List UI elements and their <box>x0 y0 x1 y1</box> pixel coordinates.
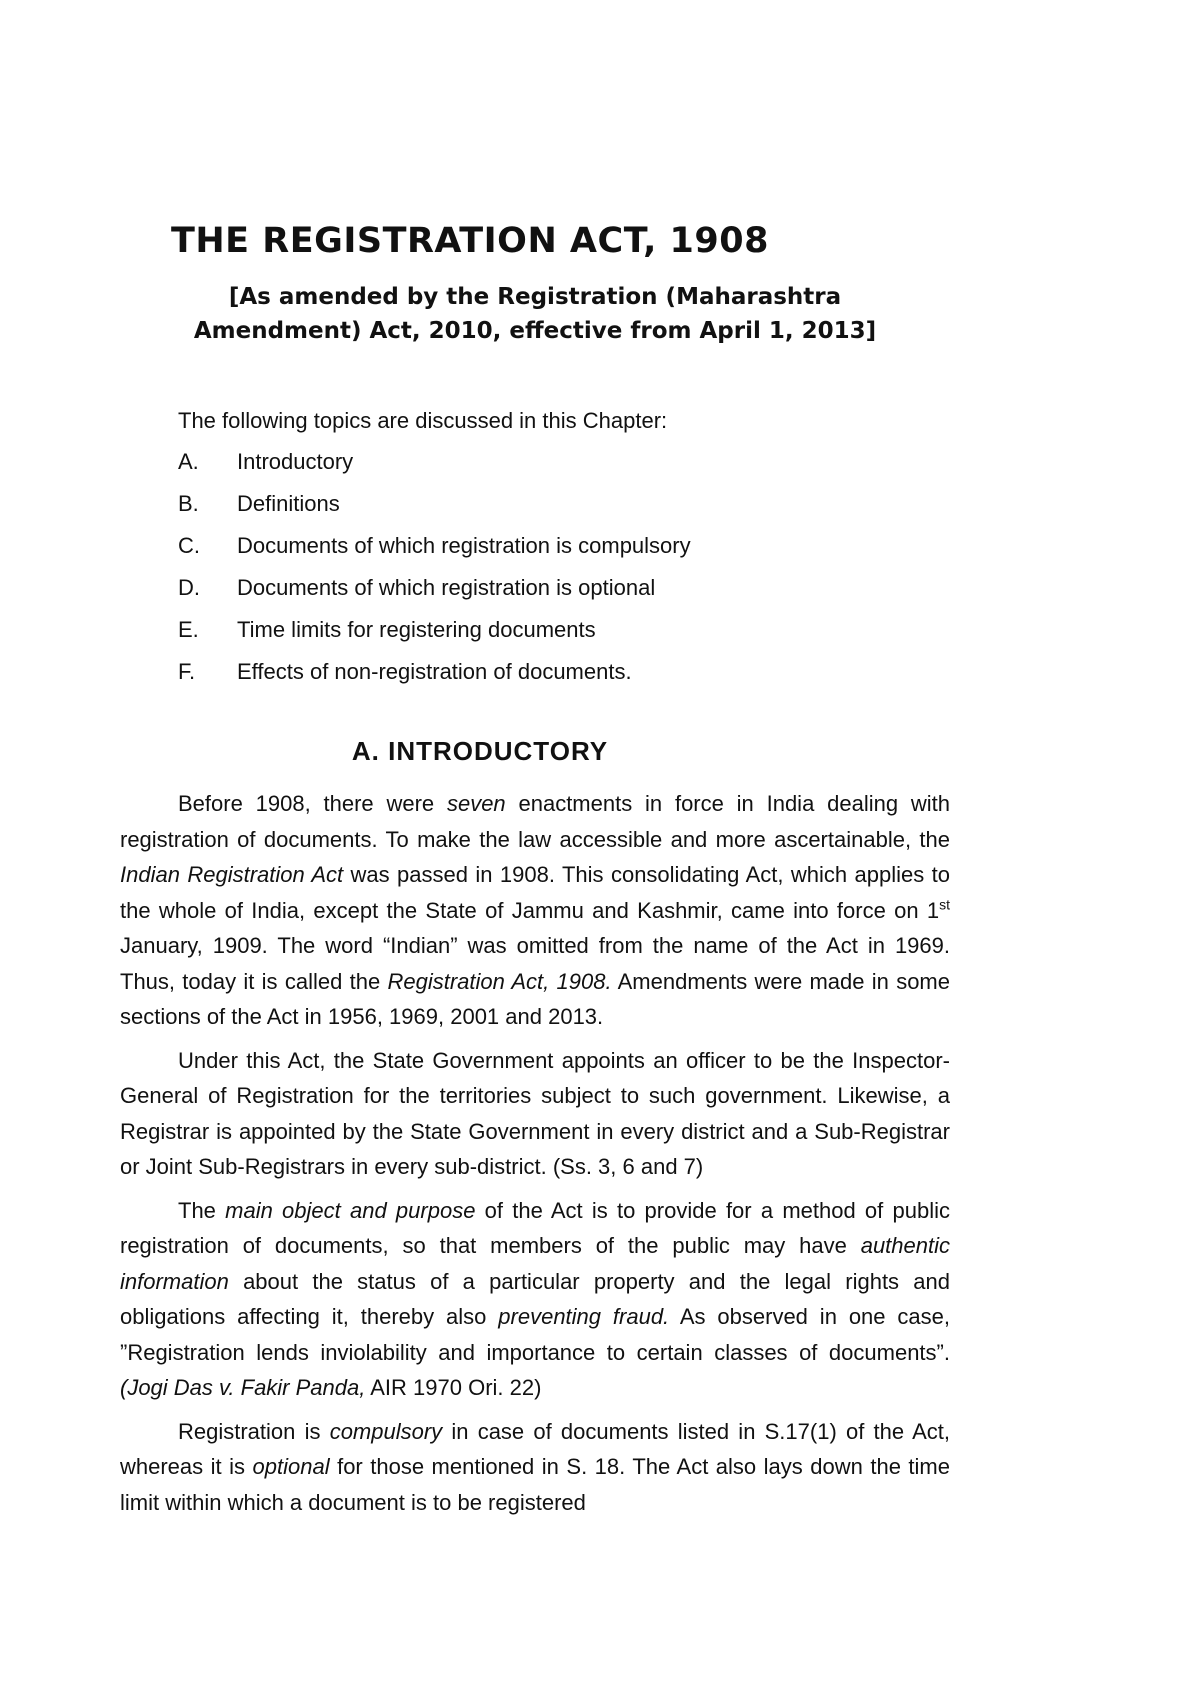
topic-letter: F. <box>178 659 196 684</box>
italic-run: main object and purpose <box>225 1197 476 1223</box>
topic-letter: D. <box>178 575 200 600</box>
text-run: AIR 1970 Ori. 22) <box>365 1375 542 1400</box>
paragraph-2: Under this Act, the State Government appoints an officer to be the Inspector-General of Registration for the territories subject to such government. Likewise, a Registrar is appointed by the State Government in every district and a Sub-Registrar or Joint Sub-Registrars in every sub-district. (Ss. 3, 6 and 7) <box>120 1047 950 1179</box>
topic-item <box>178 489 691 531</box>
topic-label: Introductory <box>237 449 354 474</box>
text-run: Registration is <box>178 1418 330 1444</box>
topic-label: Documents of which registration is optional <box>237 575 656 600</box>
italic-run: preventing fraud. <box>498 1304 670 1329</box>
topic-letter: C. <box>178 533 200 558</box>
topic-label: Effects of non-registration of documents. <box>237 659 632 684</box>
italic-run: compulsory <box>329 1418 443 1444</box>
text-run: As observed in one case, ”Registration lends inviolability and importance to certain classes of documents”. <box>120 1304 951 1365</box>
topics-intro: The following topics are discussed in this Chapter: <box>178 408 668 433</box>
italic-run: (Jogi Das v. Fakir Panda, <box>120 1375 366 1400</box>
topic-item <box>178 531 691 573</box>
text-run: was passed in 1908. This consolidating Act, which applies to the whole of India, except the State of Jammu and Kashmir, came into force on 1 <box>120 862 951 923</box>
italic-run: seven <box>446 791 506 816</box>
text-run: Amendments were made in some sections of the Act in 1956, 1969, 2001 and 2013. <box>120 968 950 1029</box>
topic-item <box>178 615 691 657</box>
section-heading-introductory: A. INTRODUCTORY <box>351 736 609 766</box>
topic-label: Time limits for registering documents <box>237 617 596 642</box>
topic-label: Definitions <box>237 491 340 516</box>
superscript: st <box>939 896 950 913</box>
body-text <box>120 786 950 1528</box>
subtitle-line-2: Amendment) Act, 2010, effective from April 1, 2013] <box>193 318 877 344</box>
text-run: about the status of a particular property and the legal rights and obligations affecting it, thereby also <box>120 1268 950 1329</box>
italic-run: Indian Registration Act <box>120 862 344 887</box>
topic-letter: B. <box>178 491 199 516</box>
text-run: for those mentioned in S. 18. The Act also lays down the time limit within which a document is to be registered <box>120 1454 950 1515</box>
document-title: THE REGISTRATION ACT, 1908 <box>171 221 769 261</box>
topic-item <box>178 657 691 699</box>
paragraph-1 <box>120 786 950 1035</box>
italic-run: optional <box>252 1454 330 1479</box>
paragraph-3 <box>120 1193 950 1406</box>
topic-letter: E. <box>178 617 199 642</box>
italic-run: Registration Act, 1908. <box>387 968 612 994</box>
italic-run: authentic information <box>120 1233 950 1294</box>
topics-list <box>178 447 691 699</box>
text-run: January, 1909. The word “Indian” was omitted from the name of the Act in 1969. Thus, today it is called the <box>120 933 950 994</box>
paragraph-4 <box>120 1414 950 1521</box>
text-run: in case of documents listed in S.17(1) of the Act, whereas it is <box>120 1418 950 1479</box>
subtitle-line-1: [As amended by the Registration (Maharashtra <box>228 284 842 310</box>
text-run: enactments in force in India dealing with registration of documents. To make the law accessible and more ascertainable, the <box>120 791 951 852</box>
text-run: The <box>178 1197 226 1223</box>
topic-letter: A. <box>178 449 199 474</box>
text-run: of the Act is to provide for a method of public registration of documents, so that members of the public may have <box>120 1197 950 1258</box>
document-subtitle <box>130 280 940 348</box>
topic-label: Documents of which registration is compulsory <box>237 533 691 558</box>
topic-item <box>178 573 691 615</box>
text-run: Before 1908, there were <box>178 791 447 816</box>
topic-item <box>178 447 691 489</box>
